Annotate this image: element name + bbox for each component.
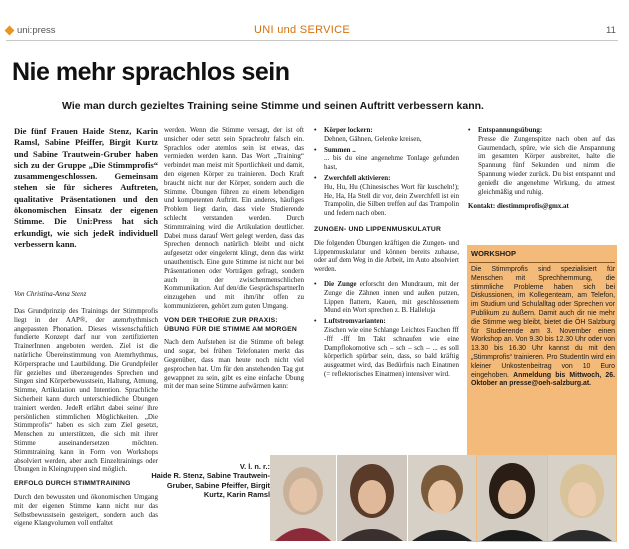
workshop-description: Die Stimmprofis sind spezialisiert für Menschen mit Sprechhemmung, die stimmliche Probleme haben sich bei Diskussionen, im Kollegenteam, am Telefon, im Studium und Schulalltag oder Sprechen vor Publikum zu äußern. Damit auch dir nie mehr die Stimme weg bleibt, bietet die ÖH Salzburg für Studierende am 3. November einen Workshop an. Von 9.30 bis 12.30 Uhr oder von 13.30 bis 16.30 Uhr kannst du mit den „Stimmprofis“ trainieren. Pro StudentIn wird ein kleiner Unkostenbeitrag von 10 Euro eingehoben.	[471, 266, 615, 379]
list-item-text: ... bis du eine angenehme Tonlage gefunden hast,	[324, 154, 459, 172]
paragraph: werden. Wenn die Stimme versagt, der ist oft unsicher oder setzt sein Sprachrohr falsch ein. Sprachlos oder atemlos sein ist etwas, das vermieden werden kann. Das Wort „Training“ verbindet man meist mit Sportlichkeit und damit, den eigenen Körper zu trainieren. Doch Kraft braucht nicht nur der Körper, sondern auch die Stimme. Übungen führen zu einem lebendigen und kompetenten Auftritt. Ein anderes, häufiges Problem liegt darin, dass viele Studierende schlecht verstanden werden. Durch Stimmtraining wird die Artikulation deutlicher. Dabei muss darauf Wert gelegt werden, dass das Sprechen dennoch natürlich bleibt und nicht aufgesetzt oder eingelernt klingt, denn das wirkt unauthentisch. Eine gute Stimme ist nicht nur bei Präsentationen oder Vorträgen gefragt, sondern auch in der zwischenmenschlichen Kommunikation. Auf den/die GesprächspartnerIn einzugehen und mit ihm/ihr offen zu kommunizieren, gehört zum guten Umgang.	[164, 126, 304, 310]
workshop-registration: Anmeldung bis Mittwoch, 26. Oktober an presse@oeh-salzburg.at.	[471, 371, 615, 388]
list-item: • Die Zunge erforscht den Mundraum, mit der Zunge die Zähnen innen und außen putzen, Lippen flattern, Kauen, mit geschlossenem Mund ein Wort sprechen z. B. Halleluja	[314, 280, 459, 315]
caption-label: V. l. n. r.:	[239, 462, 270, 471]
list-item-text: Hu, Hu, Hu (Chinesisches Wort für kuscheln!); He, Ha, Ha Stell dir vor, dein Zwerchfell ist ein Trampolin, die Silben treffen auf das Trampolin und federn nach oben.	[324, 182, 459, 218]
article-title: Nie mehr sprachlos sein	[12, 58, 290, 86]
workshop-divider	[469, 262, 615, 263]
section-heading: ERFOLG DURCH STIMMTRAINING	[14, 480, 131, 488]
column-1	[14, 307, 158, 528]
logo-diamond-icon	[5, 26, 15, 36]
portrait-photo-5	[548, 455, 616, 541]
section-heading: ZUNGEN- UND LIPPENMUSKULATUR	[314, 225, 442, 233]
list-item: • Luftstromvarianten:	[314, 317, 459, 326]
publication-logo	[6, 25, 56, 36]
column-3	[314, 126, 459, 379]
portrait-photo-3	[408, 455, 476, 541]
workshop-title: WORKSHOP	[471, 249, 516, 258]
list-item-text: Zischen wie eine Schlange Leichtes Fauchen fff -fff -fff Im Takt schnaufen wie eine Dampflokomotive sch – sch – sch – ... es soll körperlich spürbar sein, dass, so bald kräftig ausgeatmet wird, das Bedürfnis nach Einatmen (= reflektorisches Einatmen) intensiver wird.	[324, 325, 459, 378]
page-number: 11	[606, 25, 616, 36]
logo-text: uni:press	[17, 25, 56, 36]
list-item-text: Dehnen, Gähnen, Gelenke kreisen,	[324, 134, 422, 143]
list-item: • Entspannungsübung:	[468, 126, 615, 135]
list-item-text: Presse die Zungenspitze nach oben auf das Gaumendach, spüre, wie sich die Anspannung im gesamten Körper ausbreitet, halte die Spannung fünf Sekunden und nimm die Spannung wieder zurück. Du bist entspannt und genießt die angenehme Wirkung, du atmest gleichmäßig und ruhig.	[478, 134, 615, 196]
article-intro: Die fünf Frauen Haide Stenz, Karin Ramsl, Sabine Pfeiffer, Birgit Kurtz und Sabine Trautwein-Gruber haben sich zu der Gruppe „Die Stimmprofis“ zusammengeschlossen. Gemeinsam stehen sie für sicheres Auftreten, qualitative Präsentationen und den ökonomischen Einsatz der eigenen Stimme. Die Uni:Press hat sich erkundigt, wie sich jedeR individuell verbessern kann.	[14, 126, 158, 249]
portrait-photo-2	[337, 455, 407, 541]
portrait-photo-4	[477, 455, 547, 541]
list-item: • Zwerchfell aktivieren:	[314, 174, 459, 183]
header-divider	[6, 40, 618, 41]
caption-names: Haide R. Stenz, Sabine Trautwein-Gruber, Sabine Pfeiffer, Birgit Kurtz, Karin Ramsl	[151, 471, 270, 500]
section-heading: VON DER THEORIE ZUR PRAXIS:	[164, 316, 278, 324]
section-title: UNI und SERVICE	[254, 24, 351, 36]
paragraph: Die folgenden Übungen kräftigen die Zungen- und Lippenmuskulatur und können bereits zuhause, oder auf dem Weg in die Arbeit, im Auto absolviert werden.	[314, 238, 459, 274]
column-4	[468, 126, 615, 211]
contact-email: Kontakt: diestimmprofis@gmx.at	[468, 202, 569, 211]
paragraph: Nach dem Aufstehen ist die Stimme oft belegt und sogar, bei frühen Telefonaten merkt das Gegenüber, dass man heute noch nicht viel gesprochen hat. Um für den anstehenden Tag gut gewappnet zu sein, gibt es eine einfache Übung mit der man seine Stimme aufwärmen kann:	[164, 338, 304, 391]
photo-caption	[148, 462, 270, 500]
paragraph: Durch den bewussten und ökonomischen Umgang mit der eigenen Stimme kann nicht nur das Selbstbewusstsein gesteigert, sondern auch das eigene Klangvolumen voll entfaltet	[14, 492, 158, 528]
column-2	[164, 126, 304, 391]
list-item: • Summen ..	[314, 146, 459, 155]
paragraph: Das Grundprinzip des Trainings der Stimmprofis liegt in der AAP®, der atemrhythmisch angepassten Phonation. Dieses wissenschaftlich fundierte Konzept darf nur von zertifizierten TrainerInnen angeboten werden. Ziel ist die natürliche Übereinstimmung von Atemrhythmus, Körpersprache und Lautbildung. Die Grundpfeiler für gezieltes und überzeugendes Sprechen und Singen sind Körperbewusstsein, Haltung, Atmung, Stimme, Artikulation und Intention. Sprachliche Sicherheit kann durch unterschiedliche Übungen trainiert werden. JedeR erlährt dabei seine/ ihre persönlichen stimmlichen Möglichkeiten. „Die Stimmprofis“ haben es sich zum Ziel gesetzt, Menschen zu unterstützen, die sich mit ihrer Stimme auseinandersetzen möchten. Stimmtraining kann in Form von Workshops absolviert werden, aber auch Einzeltrainings oder Übungen in Kleingruppen sind möglich.	[14, 307, 158, 474]
section-heading: ÜBUNG FÜR DIE STIMME AM MORGEN	[164, 325, 297, 333]
article-subtitle: Wie man durch gezieltes Training seine Stimme und seinen Auftritt verbessern kann.	[62, 100, 484, 112]
list-item: • Körper lockern:	[314, 126, 459, 135]
article-author: Von Christina-Anna Stenz	[14, 290, 87, 298]
portrait-photo-1	[270, 455, 336, 541]
workshop-text	[471, 266, 615, 389]
